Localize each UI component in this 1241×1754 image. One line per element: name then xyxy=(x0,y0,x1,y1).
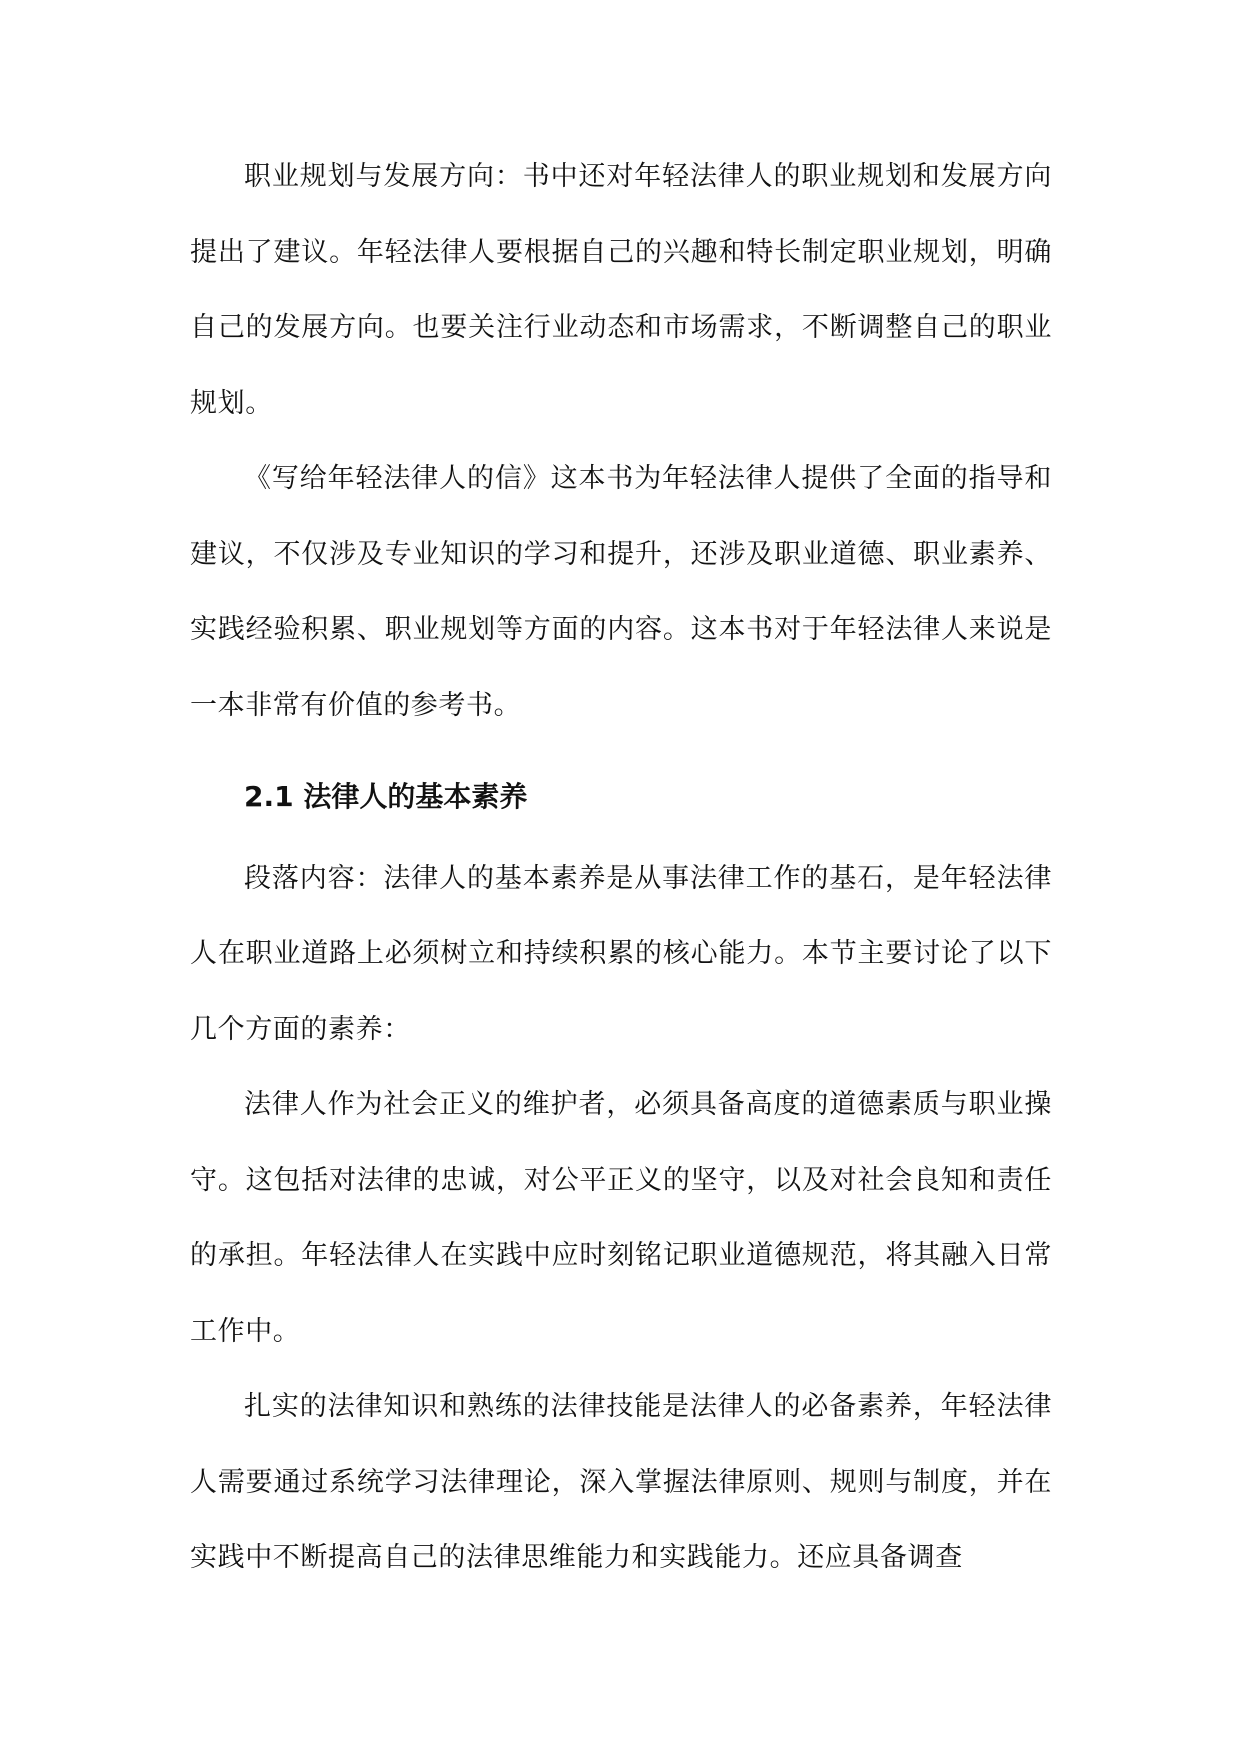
paragraph-career-planning: 职业规划与发展方向：书中还对年轻法律人的职业规划和发展方向提出了建议。年轻法律人要根据自己的兴趣和特长制定职业规划，明确自己的发展方向。也要关注行业动态和市场需求，不断调整自己的职业规划。 xyxy=(190,161,1052,419)
paragraph-ethics: 法律人作为社会正义的维护者，必须具备高度的道德素质与职业操守。这包括对法律的忠诚，对公平正义的坚守，以及对社会良知和责任的承担。年轻法律人在实践中应时刻铭记职业道德规范，将其融入日常工作中。 xyxy=(190,1089,1052,1347)
paragraph-legal-knowledge: 扎实的法律知识和熟练的法律技能是法律人的必备素养，年轻法律人需要通过系统学习法律理论，深入掌握法律原则、规则与制度，并在实践中不断提高自己的法律思维能力和实践能力。还应具备调查 xyxy=(190,1391,1052,1573)
document-body xyxy=(190,139,1052,1596)
paragraph-section-intro: 段落内容：法律人的基本素养是从事法律工作的基石，是年轻法律人在职业道路上必须树立和持续积累的核心能力。本节主要讨论了以下几个方面的素养： xyxy=(190,862,1052,1045)
paragraph-book-summary: 《写给年轻法律人的信》这本书为年轻法律人提供了全面的指导和建议，不仅涉及专业知识的学习和提升，还涉及职业道德、职业素养、实践经验积累、职业规划等方面的内容。这本书对于年轻法律人来说是一本非常有价值的参考书。 xyxy=(190,463,1052,721)
section-heading: 2.1 法律人的基本素养 xyxy=(244,780,528,813)
